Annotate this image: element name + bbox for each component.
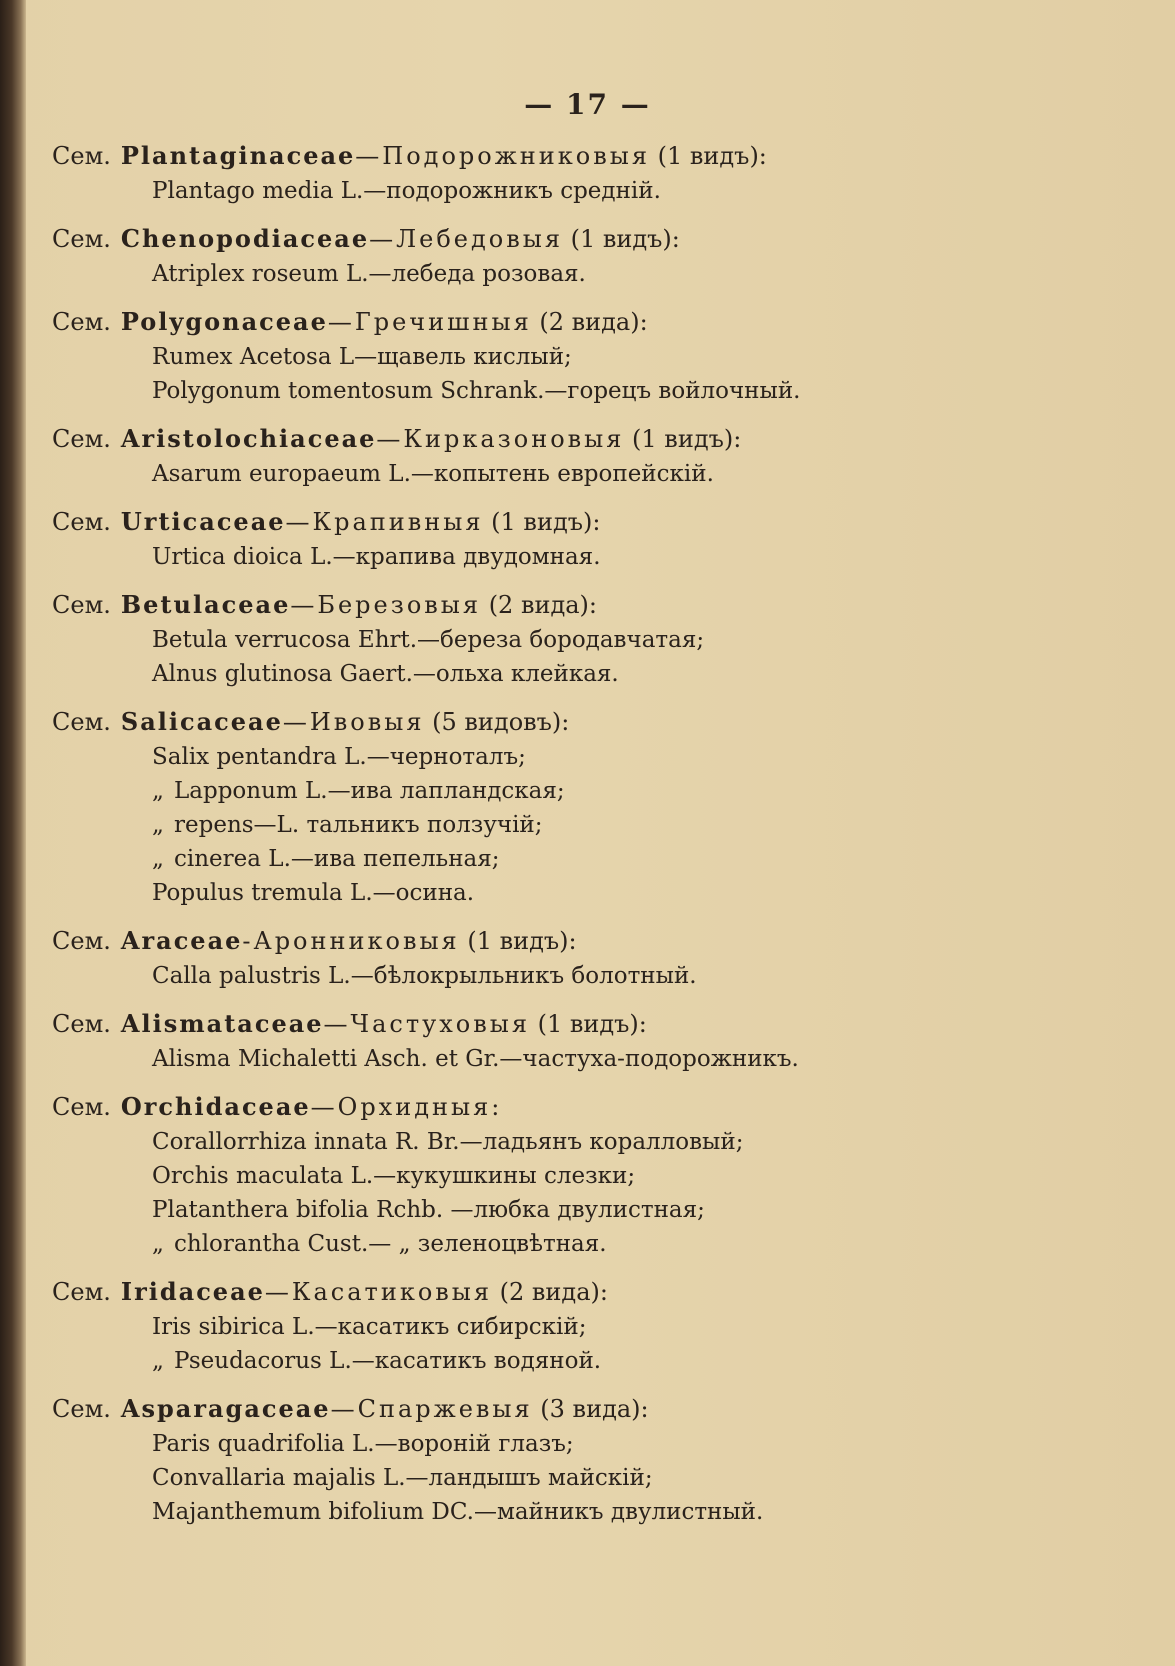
species-entry	[152, 774, 1152, 808]
species-entry	[152, 1461, 1152, 1495]
family-species-count: (1 видъ):	[657, 142, 767, 170]
family-russian-name: —Орхидныя:	[310, 1093, 503, 1121]
family-russian-name: —Касатиковыя	[264, 1278, 493, 1306]
family-prefix: Сем.	[52, 708, 111, 736]
family-heading	[52, 421, 1152, 457]
family-prefix: Сем.	[52, 1010, 111, 1038]
species-entry	[152, 1042, 1152, 1076]
family-prefix: Сем.	[52, 1278, 111, 1306]
ditto-mark: „	[152, 846, 164, 872]
book-binding-shadow	[0, 0, 26, 1666]
species-text: Pseudacorus L.—касатикъ водяной.	[174, 1348, 602, 1374]
species-text: Plantago media L.—подорожникъ средній.	[152, 178, 661, 204]
family-heading	[52, 587, 1152, 623]
family-block	[52, 1391, 1152, 1529]
family-prefix: Сем.	[52, 425, 111, 453]
family-block	[52, 587, 1152, 691]
species-entry	[152, 623, 1152, 657]
species-text: Asarum europaeum L.—копытень европейскій.	[152, 461, 714, 487]
family-heading	[52, 923, 1152, 959]
species-text: Corallorrhiza innata R. Br.—ладьянъ коралловый;	[152, 1129, 744, 1155]
family-heading	[52, 704, 1152, 740]
family-latin-name: Salicaceae	[120, 707, 283, 736]
species-entry	[152, 1159, 1152, 1193]
family-prefix: Сем.	[52, 927, 111, 955]
species-entry	[152, 876, 1152, 910]
family-species-count: (3 вида):	[540, 1395, 649, 1423]
family-prefix: Сем.	[52, 308, 111, 336]
species-entry	[152, 457, 1152, 491]
family-prefix: Сем.	[52, 508, 111, 536]
family-prefix: Сем.	[52, 1395, 111, 1423]
species-text: Platanthera bifolia Rchb. —любка двулистная;	[152, 1197, 705, 1223]
species-entry	[152, 1227, 1152, 1261]
family-russian-name: —Ивовыя	[282, 708, 425, 736]
family-russian-name: —Спаржевыя	[330, 1395, 533, 1423]
species-entry	[152, 1193, 1152, 1227]
family-list	[52, 138, 1152, 1542]
family-block	[52, 221, 1152, 291]
family-block	[52, 1274, 1152, 1378]
species-text: chlorantha Cust.— „ зеленоцвѣтная.	[174, 1231, 607, 1257]
family-prefix: Сем.	[52, 225, 111, 253]
species-text: Salix pentandra L.—черноталъ;	[152, 744, 526, 770]
family-heading	[52, 138, 1152, 174]
family-block	[52, 138, 1152, 208]
family-latin-name: Asparagaceae	[120, 1394, 331, 1423]
family-block	[52, 421, 1152, 491]
species-text: Urtica dioica L.—крапива двудомная.	[152, 544, 601, 570]
family-latin-name: Alismataceae	[120, 1009, 324, 1038]
species-text: Alisma Michaletti Asch. et Gr.—частуха-подорожникъ.	[152, 1046, 799, 1072]
species-entry	[152, 340, 1152, 374]
species-entry	[152, 740, 1152, 774]
ditto-mark: „	[152, 1231, 164, 1257]
family-russian-name: —Березовыя	[290, 591, 482, 619]
family-block	[52, 1089, 1152, 1261]
family-latin-name: Iridaceae	[120, 1277, 265, 1306]
family-species-count: (2 вида):	[499, 1278, 608, 1306]
family-block	[52, 923, 1152, 993]
family-latin-name: Araceae	[120, 926, 243, 955]
family-russian-name: -Аронниковыя	[242, 927, 460, 955]
species-entry	[152, 657, 1152, 691]
family-species-count: (2 вида):	[539, 308, 648, 336]
family-latin-name: Urticaceae	[120, 507, 286, 536]
family-latin-name: Orchidaceae	[120, 1092, 311, 1121]
family-russian-name: —Крапивныя	[285, 508, 484, 536]
family-latin-name: Polygonaceae	[120, 307, 328, 336]
species-text: Lapponum L.—ива лапландская;	[174, 778, 565, 804]
page-number: — 17 —	[524, 88, 651, 121]
family-block	[52, 1006, 1152, 1076]
family-prefix: Сем.	[52, 142, 111, 170]
species-text: repens—L. тальникъ ползучій;	[174, 812, 543, 838]
species-entry	[152, 174, 1152, 208]
family-russian-name: —Гречишныя	[327, 308, 532, 336]
species-text: Convallaria majalis L.—ландышъ майскій;	[152, 1465, 653, 1491]
species-entry	[152, 1495, 1152, 1529]
family-prefix: Сем.	[52, 1093, 111, 1121]
species-text: Majanthemum bifolium DC.—майникъ двулистный.	[152, 1499, 764, 1525]
species-text: Calla palustris L.—бѣлокрыльникъ болотный.	[152, 963, 697, 989]
family-heading	[52, 1089, 1152, 1125]
species-text: Iris sibirica L.—касатикъ сибирскій;	[152, 1314, 587, 1340]
family-heading	[52, 221, 1152, 257]
family-block	[52, 304, 1152, 408]
species-text: Betula verrucosa Ehrt.—береза бородавчатая;	[152, 627, 705, 653]
ditto-mark: „	[152, 812, 164, 838]
species-entry	[152, 1310, 1152, 1344]
species-entry	[152, 1125, 1152, 1159]
family-block	[52, 504, 1152, 574]
species-text: cinerea L.—ива пепельная;	[174, 846, 500, 872]
family-heading	[52, 304, 1152, 340]
family-latin-name: Chenopodiaceae	[120, 224, 370, 253]
species-text: Rumex Acetosa L—щавель кислый;	[152, 344, 572, 370]
family-species-count: (1 видъ):	[491, 508, 601, 536]
family-species-count: (1 видъ):	[570, 225, 680, 253]
species-entry	[152, 374, 1152, 408]
family-heading	[52, 1391, 1152, 1427]
family-species-count: (1 видъ):	[632, 425, 742, 453]
family-species-count: (1 видъ):	[467, 927, 577, 955]
family-species-count: (1 видъ):	[537, 1010, 647, 1038]
species-text: Populus tremula L.—осина.	[152, 880, 475, 906]
species-text: Polygonum tomentosum Schrank.—горецъ войлочный.	[152, 378, 801, 404]
family-russian-name: —Кирказоновыя	[376, 425, 625, 453]
family-russian-name: —Подорожниковыя	[355, 142, 650, 170]
ditto-mark: „	[152, 778, 164, 804]
family-russian-name: —Лебедовыя	[369, 225, 563, 253]
family-species-count: (5 видовъ):	[432, 708, 570, 736]
species-entry	[152, 842, 1152, 876]
family-latin-name: Betulaceae	[120, 590, 291, 619]
species-entry	[152, 540, 1152, 574]
species-text: Atriplex roseum L.—лебеда розовая.	[152, 261, 586, 287]
family-russian-name: —Частуховыя	[323, 1010, 530, 1038]
family-latin-name: Plantaginaceae	[120, 141, 356, 170]
species-entry	[152, 1344, 1152, 1378]
species-text: Paris quadrifolia L.—вороній глазъ;	[152, 1431, 574, 1457]
family-heading	[52, 1274, 1152, 1310]
ditto-mark: „	[152, 1348, 164, 1374]
species-text: Orchis maculata L.—кукушкины слезки;	[152, 1163, 636, 1189]
species-entry	[152, 808, 1152, 842]
family-heading	[52, 504, 1152, 540]
family-species-count: (2 вида):	[488, 591, 597, 619]
species-entry	[152, 1427, 1152, 1461]
family-prefix: Сем.	[52, 591, 111, 619]
family-heading	[52, 1006, 1152, 1042]
family-block	[52, 704, 1152, 910]
species-text: Alnus glutinosa Gaert.—ольха клейкая.	[152, 661, 619, 687]
species-entry	[152, 959, 1152, 993]
family-latin-name: Aristolochiaceae	[120, 424, 377, 453]
species-entry	[152, 257, 1152, 291]
